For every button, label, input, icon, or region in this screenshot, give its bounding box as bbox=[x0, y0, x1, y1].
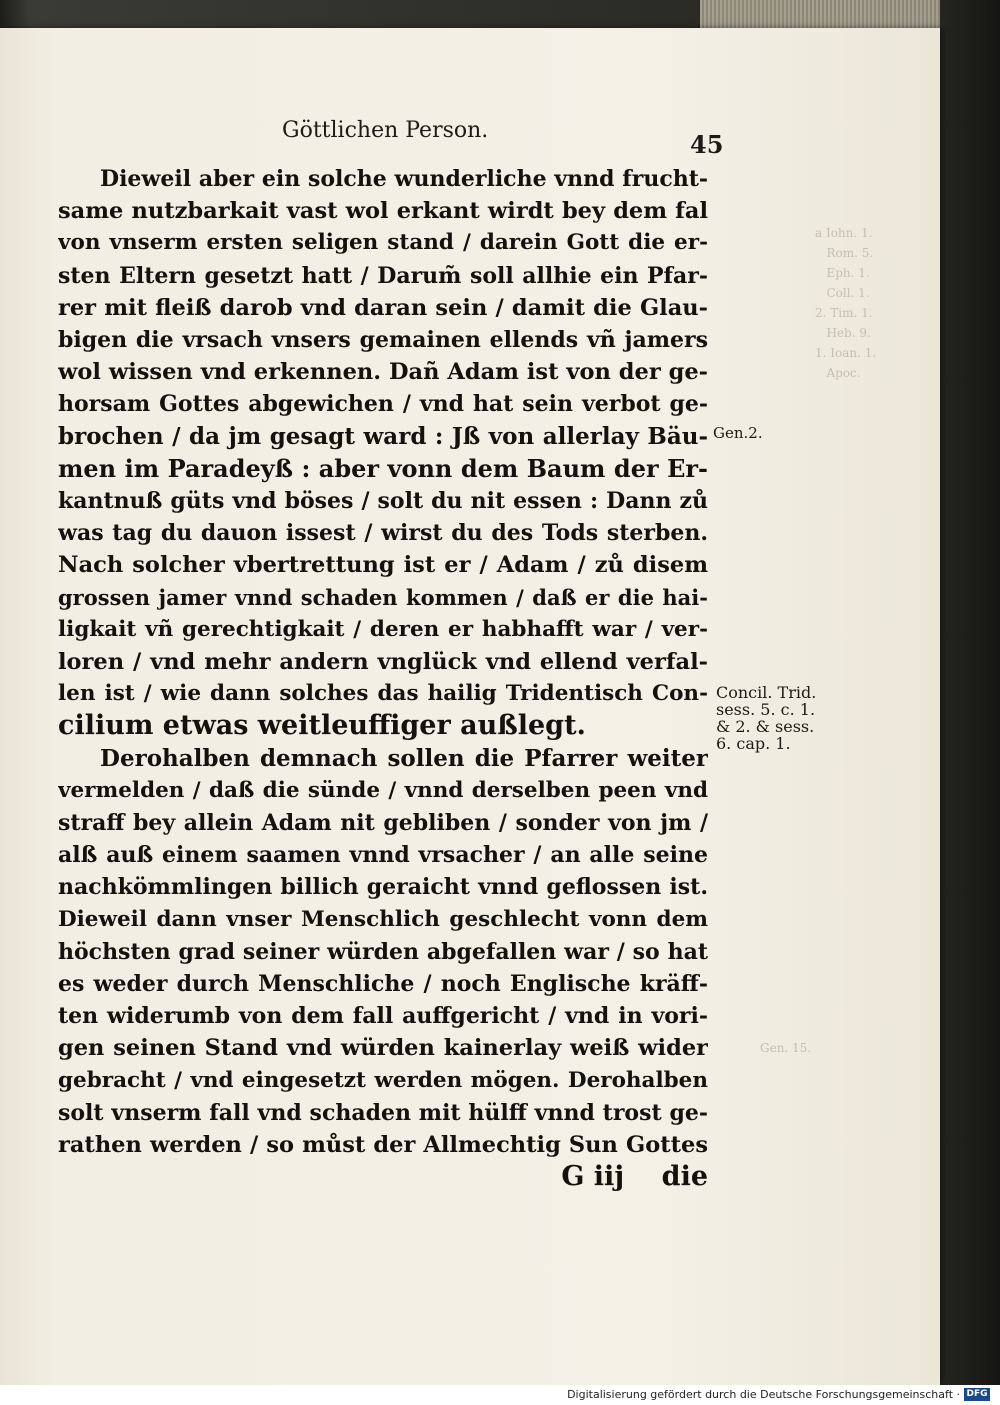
text-line: wol wissen vnd erkennen. Dañ Adam ist von der ge- bbox=[58, 359, 708, 386]
bleed-through-marginalia-lower: Gen. 15. bbox=[760, 1041, 812, 1055]
text-line: vermelden / daß die sünde / vnnd derselben peen vnd bbox=[58, 777, 708, 803]
dfg-logo-icon: DFG bbox=[964, 1388, 990, 1401]
text-line: Derohalben demnach sollen die Pfarrer weiter bbox=[100, 744, 708, 772]
text-line: solt vnserm fall vnd schaden mit hülff vnnd trost ge- bbox=[58, 1099, 708, 1126]
text-line: gen seinen Stand vnd würden kainerlay weiß wider bbox=[58, 1035, 708, 1062]
text-line: nachkömmlingen billich geraicht vnnd geflossen ist. bbox=[58, 874, 708, 901]
text-line: kantnuß güts vnd böses / solt du nit essen : Dann zů bbox=[58, 488, 708, 515]
running-header: Göttlichen Person. bbox=[282, 118, 489, 143]
footer-credit: Digitalisierung gefördert durch die Deutsche Forschungsgemeinschaft · bbox=[567, 1388, 960, 1401]
text-line: straff bey allein Adam nit gebliben / sonder von jm / bbox=[58, 810, 708, 837]
text-line: Dieweil aber ein solche wunderliche vnnd frucht- bbox=[100, 166, 708, 192]
text-line: ligkait vñ gerechtigkait / deren er habhafft war / ver- bbox=[58, 616, 708, 642]
text-line: es weder durch Menschliche / noch Englische kräff- bbox=[58, 971, 708, 998]
digitization-footer bbox=[0, 1385, 1000, 1405]
text-line: horsam Gottes abgewichen / vnd hat sein verbot ge- bbox=[58, 391, 708, 418]
bleed-through-marginalia: a Iohn. 1. Rom. 5. Eph. 1. Coll. 1. 2. Tim. 1. Heb. 9. 1. Ioan. 1. Apoc. bbox=[815, 226, 877, 380]
text-line: same nutzbarkait vast wol erkant wirdt bey dem fal bbox=[58, 198, 708, 225]
text-line: gebracht / vnd eingesetzt werden mögen. Derohalben bbox=[58, 1067, 708, 1093]
text-line: alß auß einem saamen vnnd vrsacher / an alle seine bbox=[58, 842, 708, 869]
text-line: was tag du dauon issest / wirst du des Tods sterben. bbox=[58, 520, 708, 547]
text-line: rer mit fleiß darob vnd daran sein / damit die Glau- bbox=[58, 294, 708, 321]
marginal-note-gen: Gen.2. bbox=[713, 424, 763, 442]
text-line: brochen / da jm gesagt ward : Jß von allerlay Bäu- bbox=[58, 422, 708, 450]
text-line: loren / vnd mehr andern vnglück vnd ellend verfal- bbox=[58, 649, 708, 676]
text-line: von vnserm ersten seligen stand / darein Gott die er- bbox=[58, 230, 708, 256]
page-number: 45 bbox=[690, 130, 724, 159]
marginal-note-concil: Concil. Trid. sess. 5. c. 1. & 2. & sess. 6. cap. 1. bbox=[716, 683, 817, 753]
text-line: Nach solcher vbertrettung ist er / Adam / zů disem bbox=[58, 552, 708, 579]
text-line: Dieweil dann vnser Menschlich geschlecht vonn dem bbox=[58, 906, 708, 932]
catchword-line: G iij die bbox=[561, 1161, 708, 1193]
body-text bbox=[58, 163, 708, 1194]
text-line: grossen jamer vnnd schaden kommen / daß er die hai- bbox=[58, 584, 708, 610]
text-line: bigen die vrsach vnsers gemainen ellends vñ jamers bbox=[58, 327, 708, 354]
text-line: rathen werden / so můst der Allmechtig Sun Gottes bbox=[58, 1132, 708, 1159]
text-line: ten widerumb von dem fall auffgericht / vnd in vori- bbox=[58, 1003, 708, 1030]
text-line: cilium etwas weitleuffiger außlegt. bbox=[58, 710, 586, 742]
text-line: sten Eltern gesetzt hatt / Darum̃ soll allhie ein Pfar- bbox=[58, 262, 708, 289]
text-line: men im Paradeyß : aber vonn dem Baum der Er- bbox=[58, 453, 708, 483]
text-line: höchsten grad seiner würden abgefallen war / so hat bbox=[58, 938, 708, 965]
text-line: len ist / wie dann solches das hailig Tridentisch Con- bbox=[58, 681, 708, 707]
